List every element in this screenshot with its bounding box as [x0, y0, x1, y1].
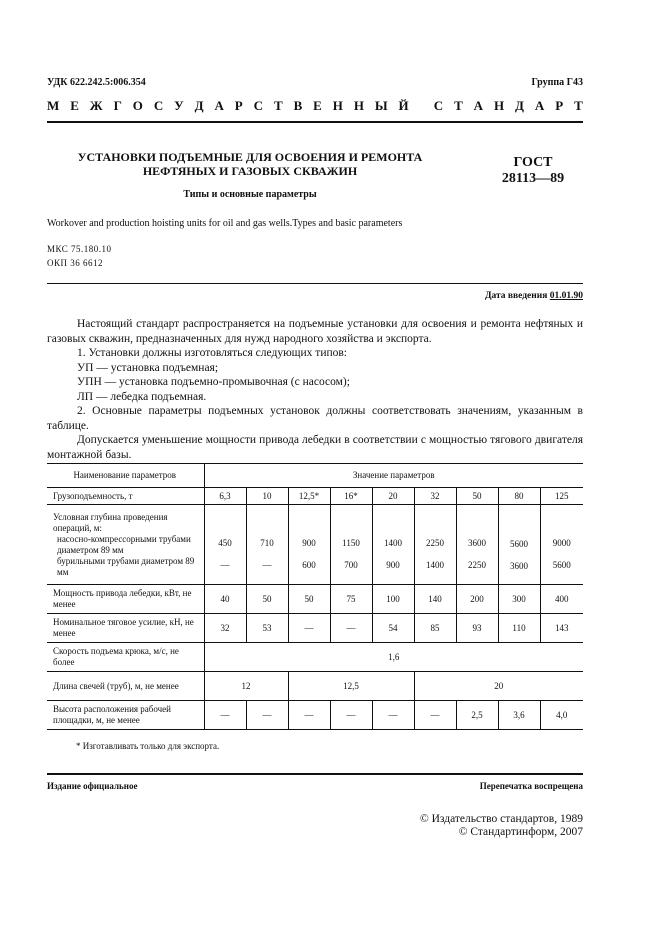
document-body: [47, 317, 583, 462]
banner-letter: О: [132, 98, 143, 113]
date-rule: [47, 283, 583, 284]
banner-letter: [420, 98, 423, 114]
banner-letter: Г: [113, 98, 122, 113]
table-cell: 3600 2250: [456, 505, 498, 585]
banner-letter: Ж: [89, 98, 103, 113]
okp-code: ОКП 36 6612: [47, 258, 104, 268]
table-cell: 54: [372, 614, 414, 643]
official-edition: Издание официальное: [47, 781, 138, 791]
table-cell: —: [288, 701, 330, 730]
table-cell: 12,5*: [288, 488, 330, 505]
banner-letter: Т: [454, 98, 463, 113]
interstate-standard-banner: [47, 98, 583, 114]
banner-letter: С: [433, 98, 444, 113]
banner-letter: Р: [234, 98, 243, 113]
table-header-row: [47, 464, 583, 488]
table-cell: 80: [498, 488, 540, 505]
banner-letter: Н: [353, 98, 364, 113]
table-cell: 6,3: [204, 488, 246, 505]
table-cell: 450 —: [204, 505, 246, 585]
table-cell: 20: [414, 672, 583, 701]
effective-date-label: Дата введения: [484, 291, 548, 301]
table-cell: 5600 3600: [498, 505, 540, 585]
effective-date-value: 01.01.90: [549, 291, 583, 301]
gost-number: 28113—89: [501, 171, 565, 186]
banner-letter: Ы: [374, 98, 388, 113]
height-label: Высота расположения рабочей площадки, м, не менее: [47, 701, 204, 730]
power-label: Мощность привода лебедки, кВт, не менее: [47, 585, 204, 614]
document-title: [60, 150, 440, 178]
table-cell: 3,6: [498, 701, 540, 730]
banner-letter: Е: [313, 98, 322, 113]
table-cell: —: [330, 701, 372, 730]
copyright-2007: © Стандартинформ, 2007: [458, 826, 583, 838]
table-cell: 93: [456, 614, 498, 643]
banner-letter: А: [473, 98, 484, 113]
depth-label-main: Условная глубина проведения операций, м:: [53, 511, 168, 533]
table-cell: 1400 900: [372, 505, 414, 585]
table-cell: —: [414, 701, 456, 730]
table-cell: 53: [246, 614, 288, 643]
table-cell: 12,5: [288, 672, 414, 701]
header-parameter-names: Наименование параметров: [47, 464, 204, 488]
table-cell: 75: [330, 585, 372, 614]
table-cell: 110: [498, 614, 540, 643]
table-cell: 50: [288, 585, 330, 614]
parameters-table: [47, 463, 583, 730]
banner-letter: Й: [398, 98, 409, 113]
capacity-label: Грузоподъемность, т: [47, 488, 204, 505]
banner-letter: С: [153, 98, 164, 113]
table-row-depth: [47, 505, 583, 585]
banner-letter: Е: [70, 98, 79, 113]
table-row-power: [47, 585, 583, 614]
table-cell: —: [330, 614, 372, 643]
table-cell: 143: [540, 614, 583, 643]
table-cell: 85: [414, 614, 456, 643]
table-cell: 10: [246, 488, 288, 505]
header-parameter-values: Значение параметров: [204, 464, 583, 488]
type-upn: УПН — установка подъемно-промывочная (с насосом);: [77, 376, 350, 388]
table-row-height: [47, 701, 583, 730]
reprint-prohibited: Перепечатка воспрещена: [479, 781, 583, 791]
table-cell: —: [288, 614, 330, 643]
banner-letter: Н: [332, 98, 343, 113]
table-cell: 900 600: [288, 505, 330, 585]
table-cell: 32: [204, 614, 246, 643]
banner-letter: Т: [574, 98, 583, 113]
table-cell: 300: [498, 585, 540, 614]
copyright: [420, 813, 583, 839]
banner-letter: Т: [273, 98, 283, 113]
type-up: УП — установка подъемная;: [77, 361, 219, 374]
paragraph-parameters: 2. Основные параметры подъемных установок должны соответствовать значениям, указанным в таблице.: [47, 405, 583, 432]
gost-label: ГОСТ: [513, 155, 553, 170]
table-cell: 32: [414, 488, 456, 505]
footer-rule: [47, 773, 583, 775]
paragraph-scope: Настоящий стандарт распространяется на подъемные установки для освоения и ремонта нефтяных и газовых скважин, предназначенных для нужд народного хозяйства и экспорта.: [47, 318, 583, 345]
banner-letter: М: [47, 98, 60, 113]
document-subtitle: Типы и основные параметры: [183, 189, 317, 200]
gost-designation: [488, 155, 578, 187]
table-cell: 9000 5600: [540, 505, 583, 585]
table-cell: 2250 1400: [414, 505, 456, 585]
table-cell: 100: [372, 585, 414, 614]
group-code: Группа Г43: [531, 77, 583, 88]
table-cell: —: [372, 701, 414, 730]
banner-letter: Д: [194, 98, 204, 113]
table-cell: 125: [540, 488, 583, 505]
depth-label-nkt: насосно-компрессорными трубами диаметром 89 мм: [57, 533, 191, 555]
udk-code: УДК 622.242.5:006.354: [47, 77, 146, 88]
pull-label: Номинальное тяговое усилие, кН, не менее: [47, 614, 204, 643]
banner-letter: У: [174, 98, 184, 113]
title-line-1: УСТАНОВКИ ПОДЪЕМНЫЕ ДЛЯ ОСВОЕНИЯ И РЕМОНТА: [77, 150, 423, 164]
title-line-2: НЕФТЯНЫХ И ГАЗОВЫХ СКВАЖИН: [142, 164, 358, 178]
table-cell: 50: [456, 488, 498, 505]
table-cell: 4,0: [540, 701, 583, 730]
table-cell: —: [204, 701, 246, 730]
copyright-1989: © Издательство стандартов, 1989: [419, 813, 583, 825]
table-cell: 2,5: [456, 701, 498, 730]
banner-letter: Н: [493, 98, 505, 113]
table-row-pull: [47, 614, 583, 643]
speed-label: Скорость подъема крюка, м/с, не более: [47, 643, 204, 672]
table-cell: 140: [414, 585, 456, 614]
effective-date: [485, 291, 583, 301]
table-cell: 710 —: [246, 505, 288, 585]
banner-letter: Р: [555, 98, 564, 113]
paragraph-power-note: Допускается уменьшение мощности привода лебедки в соответствии с мощностью тягового двигателя монтажной базы.: [47, 434, 583, 461]
length-label: Длина свечей (труб), м, не менее: [47, 672, 204, 701]
banner-letter: В: [293, 98, 303, 113]
header-rule: [47, 121, 583, 123]
table-cell: 200: [456, 585, 498, 614]
banner-letter: А: [534, 98, 545, 113]
mks-code: МКС 75.180.10: [47, 244, 112, 254]
banner-letter: Д: [515, 98, 524, 113]
table-row-length: [47, 672, 583, 701]
table-footnote: * Изготавливать только для экспорта.: [76, 741, 220, 751]
table-cell: 40: [204, 585, 246, 614]
table-cell: 1150 700: [330, 505, 372, 585]
classification-codes: [47, 242, 112, 270]
table-cell: 16*: [330, 488, 372, 505]
banner-letter: С: [253, 98, 264, 113]
depth-label-drill: бурильными трубами диаметром 89 мм: [57, 555, 195, 577]
banner-letter: А: [214, 98, 224, 113]
table-row-capacity: [47, 488, 583, 505]
paragraph-types: 1. Установки должны изготовляться следующих типов:: [77, 347, 348, 359]
english-title: Workover and production hoisting units for oil and gas wells.Types and basic parameters: [47, 218, 403, 229]
table-cell: —: [246, 701, 288, 730]
table-cell: 12: [204, 672, 288, 701]
table-row-speed: [47, 643, 583, 672]
table-cell: 1,6: [204, 643, 583, 672]
type-lp: ЛП — лебедка подъемная.: [77, 390, 207, 403]
table-cell: 50: [246, 585, 288, 614]
table-cell: 400: [540, 585, 583, 614]
table-cell: 20: [372, 488, 414, 505]
depth-label: [47, 505, 204, 585]
